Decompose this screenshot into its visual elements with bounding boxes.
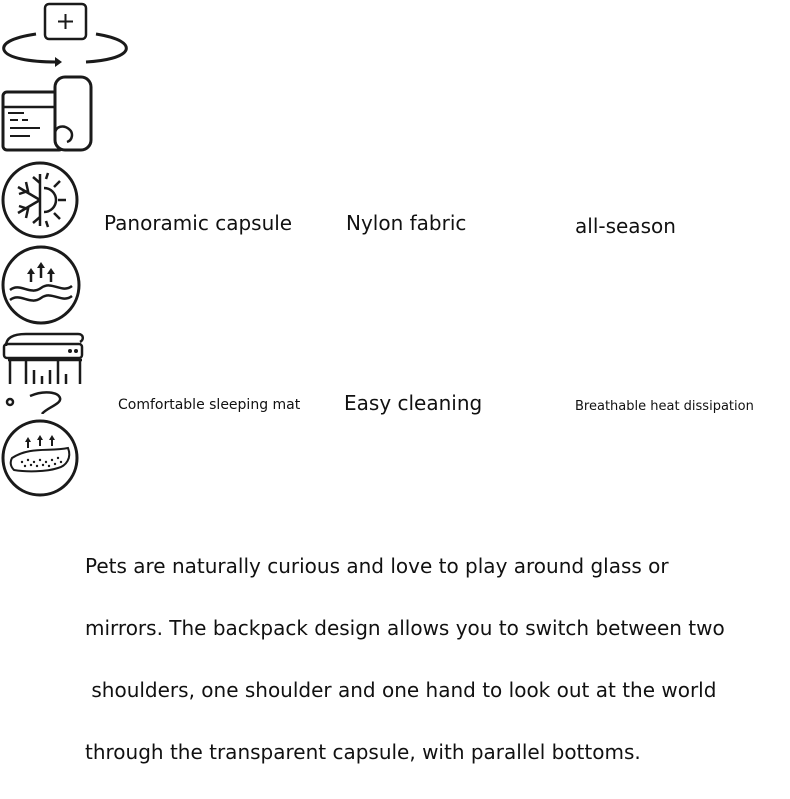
description-paragraph bbox=[85, 520, 765, 799]
feature-label: all-season bbox=[575, 214, 676, 238]
fabric-roll-icon bbox=[0, 74, 95, 156]
description-line: through the transparent capsule, with parallel bottoms. bbox=[85, 740, 641, 764]
feature-label: Nylon fabric bbox=[346, 211, 467, 235]
rotate-capsule-icon bbox=[0, 0, 130, 70]
feature-label: Comfortable sleeping mat bbox=[118, 397, 301, 413]
mat-waves-icon bbox=[0, 244, 82, 326]
breathable-layer-icon bbox=[0, 418, 80, 498]
sun-snowflake-icon bbox=[0, 160, 80, 240]
brush-icon bbox=[0, 330, 90, 414]
description-line: shoulders, one shoulder and one hand to look out at the world bbox=[85, 678, 717, 702]
description-line: mirrors. The backpack design allows you to switch between two bbox=[85, 616, 725, 640]
description-line: Pets are naturally curious and love to play around glass or bbox=[85, 554, 669, 578]
feature-label: Easy cleaning bbox=[344, 391, 483, 415]
feature-label: Breathable heat dissipation bbox=[575, 399, 754, 414]
feature-label: Panoramic capsule bbox=[104, 211, 293, 235]
